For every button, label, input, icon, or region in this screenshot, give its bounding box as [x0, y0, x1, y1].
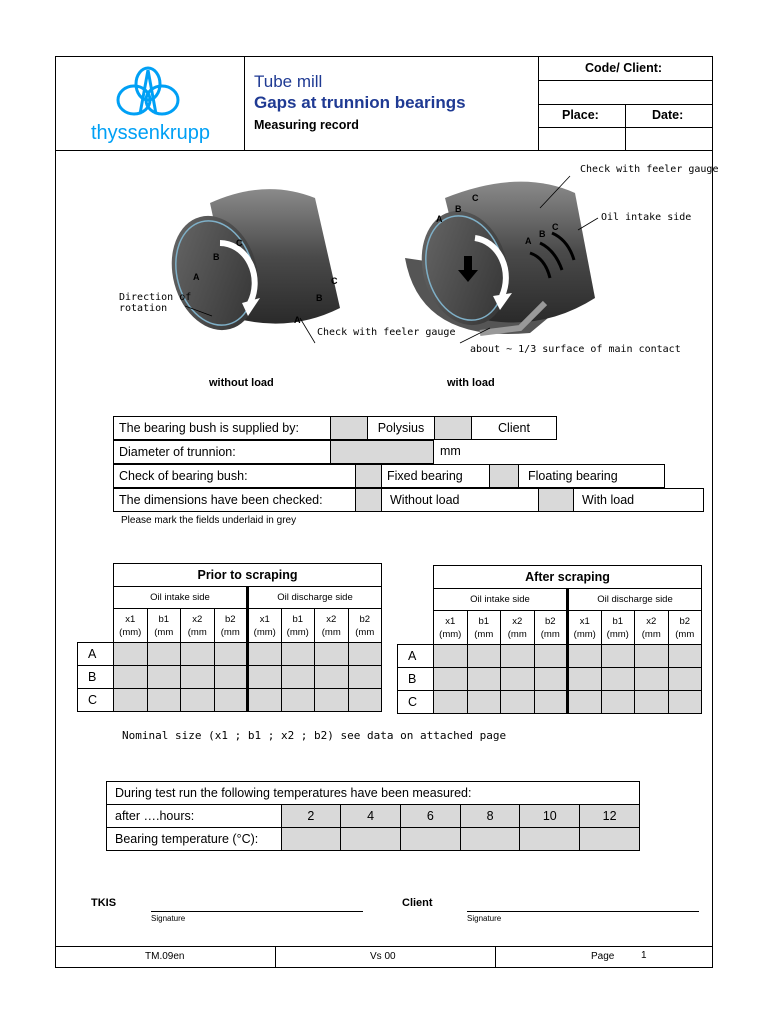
subtitle: Measuring record — [254, 118, 359, 132]
after-col-header: x1 (mm) — [434, 611, 468, 645]
cylinder-without-load — [159, 189, 340, 340]
after-input-cell[interactable] — [601, 645, 635, 668]
label-a-right-side: A — [525, 236, 532, 246]
label-a-left-face: A — [193, 272, 200, 282]
cylinder-with-load — [405, 182, 595, 335]
after-input-cell[interactable] — [501, 691, 535, 714]
floating-bearing-checkbox[interactable] — [489, 464, 519, 488]
after-scraping-table — [397, 565, 702, 714]
temperature-input-cell[interactable] — [520, 828, 580, 851]
prior-intake: Oil intake side — [114, 587, 248, 609]
dimensions-label: The dimensions have been checked: — [113, 488, 356, 512]
after-discharge: Oil discharge side — [568, 589, 702, 611]
prior-col-header: x2 (mm — [181, 609, 215, 643]
after-input-cell[interactable] — [635, 668, 669, 691]
after-input-cell[interactable] — [568, 645, 602, 668]
temperature-input-cell[interactable] — [341, 828, 401, 851]
after-input-cell[interactable] — [434, 691, 468, 714]
after-title: After scraping — [434, 566, 702, 589]
after-input-cell[interactable] — [467, 691, 501, 714]
after-input-cell[interactable] — [534, 691, 568, 714]
prior-input-cell[interactable] — [114, 666, 148, 689]
nominal-note: Nominal size (x1 ; b1 ; x2 ; b2) see data on attached page — [122, 729, 507, 742]
prior-input-cell[interactable] — [114, 689, 148, 712]
client-sign-label: Client — [402, 897, 433, 909]
prior-input-cell[interactable] — [348, 666, 382, 689]
after-input-cell[interactable] — [534, 668, 568, 691]
hours-label: after ….hours: — [107, 805, 282, 828]
after-input-cell[interactable] — [568, 668, 602, 691]
after-input-cell[interactable] — [434, 645, 468, 668]
without-load-label: Without load — [381, 488, 539, 512]
hours-cell: 2 — [281, 805, 341, 828]
prior-input-cell[interactable] — [315, 666, 349, 689]
client-signature-caption: Signature — [467, 914, 502, 923]
after-row-label: A — [398, 645, 434, 668]
place-label: Place: — [562, 108, 599, 122]
label-contact: about ~ 1/3 surface of main contact — [470, 344, 681, 355]
brand-name: thyssenkrupp — [91, 122, 210, 144]
code-client-label: Code/ Client: — [585, 61, 663, 75]
after-col-header: b2 (mm — [668, 611, 702, 645]
prior-row-label: A — [78, 643, 114, 666]
prior-input-cell[interactable] — [147, 666, 181, 689]
with-load-label: With load — [573, 488, 704, 512]
prior-input-cell[interactable] — [214, 643, 248, 666]
caption-with-load: with load — [447, 377, 495, 389]
date-label: Date: — [652, 108, 684, 122]
supplied-by-label: The bearing bush is supplied by: — [113, 416, 331, 440]
hours-cell: 12 — [580, 805, 640, 828]
label-a-right-face: A — [436, 214, 443, 224]
title-line2: Gaps at trunnion bearings — [254, 93, 466, 112]
temperature-input-cell[interactable] — [580, 828, 640, 851]
after-input-cell[interactable] — [635, 645, 669, 668]
prior-input-cell[interactable] — [181, 689, 215, 712]
after-input-cell[interactable] — [434, 668, 468, 691]
label-oil-intake-side: Oil intake side — [601, 212, 692, 223]
prior-discharge: Oil discharge side — [248, 587, 382, 609]
prior-input-cell[interactable] — [181, 643, 215, 666]
label-direction-1: Direction of — [119, 292, 192, 303]
after-row-label: C — [398, 691, 434, 714]
polysius-label: Polysius — [367, 416, 435, 440]
prior-scraping-table — [77, 563, 382, 712]
after-col-header: b1 (mm) — [601, 611, 635, 645]
after-col-header: x1 (mm) — [568, 611, 602, 645]
footer-version: Vs 00 — [370, 951, 396, 962]
after-col-header: x2 (mm — [635, 611, 669, 645]
client-label: Client — [471, 416, 557, 440]
after-input-cell[interactable] — [668, 691, 702, 714]
title-line1: Tube mill — [254, 72, 323, 91]
after-input-cell[interactable] — [534, 645, 568, 668]
prior-input-cell[interactable] — [348, 643, 382, 666]
hours-cell: 4 — [341, 805, 401, 828]
floating-bearing-label: Floating bearing — [518, 464, 665, 488]
prior-input-cell[interactable] — [248, 689, 282, 712]
after-col-header: b2 (mm — [534, 611, 568, 645]
after-row-label: B — [398, 668, 434, 691]
temperature-table — [106, 781, 640, 851]
temperature-input-cell[interactable] — [400, 828, 460, 851]
hours-cell: 6 — [400, 805, 460, 828]
footer-page-number: 1 — [641, 950, 647, 961]
label-c-left-face: C — [236, 238, 243, 248]
prior-input-cell[interactable] — [214, 689, 248, 712]
label-c-right-face: C — [472, 193, 479, 203]
prior-col-header: b1 (mm — [147, 609, 181, 643]
caption-without-load: without load — [209, 377, 274, 389]
after-input-cell[interactable] — [467, 668, 501, 691]
diameter-unit: mm — [440, 444, 461, 458]
header-divider — [55, 150, 713, 151]
prior-row-label: B — [78, 666, 114, 689]
footer-doc: TM.09en — [145, 951, 185, 962]
client-signature-line[interactable] — [467, 911, 699, 912]
fixed-bearing-checkbox[interactable] — [355, 464, 382, 488]
tkis-signature-caption: Signature — [151, 914, 186, 923]
label-check-feeler-top: Check with feeler gauge — [580, 164, 719, 175]
prior-input-cell[interactable] — [147, 643, 181, 666]
label-b-left-face: B — [213, 252, 220, 262]
footer-divider — [55, 946, 713, 947]
footer-page-label: Page — [591, 951, 615, 962]
label-direction-2: rotation — [119, 303, 168, 314]
prior-input-cell[interactable] — [281, 643, 315, 666]
after-input-cell[interactable] — [635, 691, 669, 714]
label-c-right-side: C — [552, 222, 559, 232]
prior-input-cell[interactable] — [348, 689, 382, 712]
prior-title: Prior to scraping — [114, 564, 382, 587]
prior-row-label: C — [78, 689, 114, 712]
after-input-cell[interactable] — [467, 645, 501, 668]
prior-col-header: x2 (mm — [315, 609, 349, 643]
grey-note: Please mark the fields underlaid in grey — [121, 515, 297, 526]
after-input-cell[interactable] — [601, 691, 635, 714]
label-a-left-side: A — [294, 315, 301, 325]
prior-input-cell[interactable] — [315, 689, 349, 712]
after-intake: Oil intake side — [434, 589, 568, 611]
thyssenkrupp-logo-icon — [112, 62, 184, 122]
prior-col-header: b2 (mm — [214, 609, 248, 643]
fixed-bearing-label: Fixed bearing — [381, 464, 490, 488]
after-input-cell[interactable] — [501, 645, 535, 668]
after-input-cell[interactable] — [568, 691, 602, 714]
prior-col-header: x1 (mm) — [114, 609, 148, 643]
prior-input-cell[interactable] — [181, 666, 215, 689]
label-b-right-face: B — [455, 204, 462, 214]
bearing-illustration — [100, 158, 720, 373]
prior-input-cell[interactable] — [281, 666, 315, 689]
tkis-signature-line[interactable] — [151, 911, 363, 912]
temperature-heading: During test run the following temperatures have been measured: — [107, 782, 640, 805]
temp-label: Bearing temperature (°C): — [107, 828, 282, 851]
prior-col-header: b1 (mm) — [281, 609, 315, 643]
client-checkbox[interactable] — [434, 416, 472, 440]
after-col-header: x2 (mm — [501, 611, 535, 645]
prior-input-cell[interactable] — [281, 689, 315, 712]
prior-input-cell[interactable] — [214, 666, 248, 689]
after-input-cell[interactable] — [501, 668, 535, 691]
prior-input-cell[interactable] — [114, 643, 148, 666]
label-c-left-side: C — [331, 276, 338, 286]
label-b-right-side: B — [539, 229, 546, 239]
after-input-cell[interactable] — [601, 668, 635, 691]
hours-cell: 10 — [520, 805, 580, 828]
after-col-header: b1 (mm — [467, 611, 501, 645]
check-bush-label: Check of bearing bush: — [113, 464, 356, 488]
with-load-checkbox[interactable] — [538, 488, 574, 512]
label-b-left-side: B — [316, 293, 323, 303]
label-check-feeler-bottom: Check with feeler gauge — [317, 327, 456, 338]
prior-input-cell[interactable] — [248, 643, 282, 666]
polysius-checkbox[interactable] — [330, 416, 368, 440]
without-load-checkbox[interactable] — [355, 488, 382, 512]
temperature-input-cell[interactable] — [460, 828, 520, 851]
hours-cell: 8 — [460, 805, 520, 828]
after-input-cell[interactable] — [668, 668, 702, 691]
tkis-label: TKIS — [91, 897, 117, 909]
diameter-input[interactable] — [330, 440, 434, 464]
prior-input-cell[interactable] — [248, 666, 282, 689]
prior-input-cell[interactable] — [147, 689, 181, 712]
after-input-cell[interactable] — [668, 645, 702, 668]
prior-col-header: x1 (mm) — [248, 609, 282, 643]
prior-col-header: b2 (mm — [348, 609, 382, 643]
temperature-input-cell[interactable] — [281, 828, 341, 851]
header-vline-1 — [244, 56, 245, 151]
diameter-label: Diameter of trunnion: — [113, 440, 331, 464]
prior-input-cell[interactable] — [315, 643, 349, 666]
